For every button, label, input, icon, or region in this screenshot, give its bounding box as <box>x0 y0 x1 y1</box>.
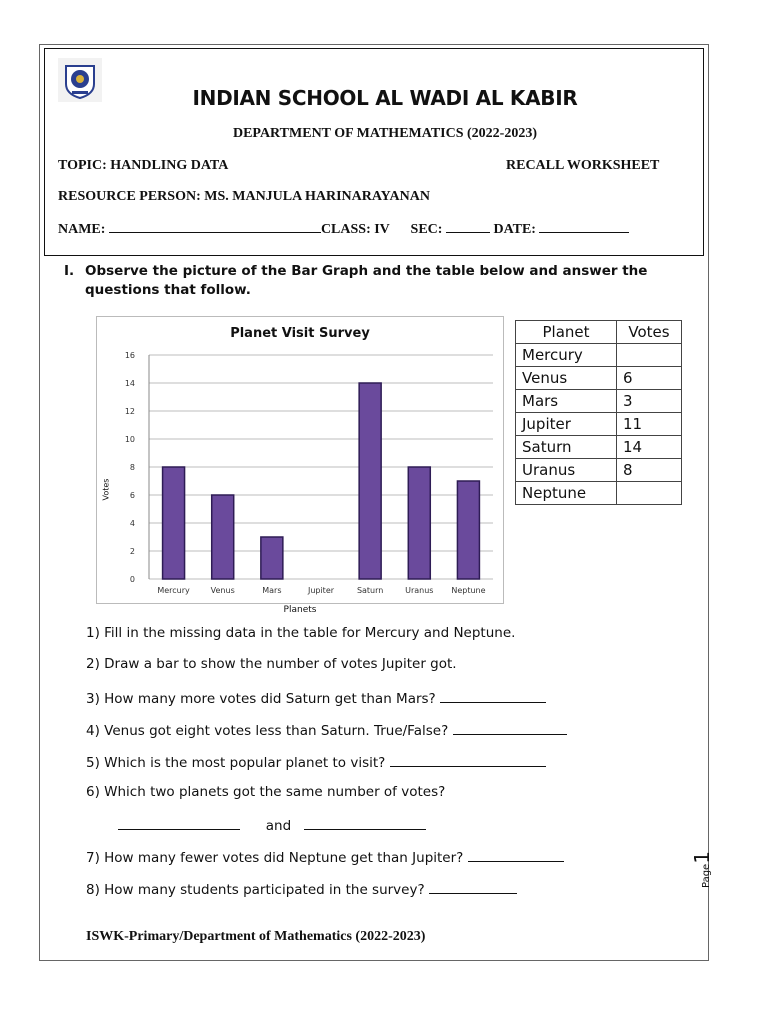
table-header-votes: Votes <box>617 321 682 344</box>
table-cell-votes: 6 <box>617 367 682 390</box>
question-8-line <box>86 879 517 898</box>
table-cell-votes[interactable] <box>617 344 682 367</box>
name-blank[interactable] <box>109 220 321 233</box>
table-cell-planet: Mercury <box>516 344 617 367</box>
chart-x-tick-label: Mercury <box>157 586 190 595</box>
question-3-line <box>86 688 546 707</box>
table-header-planet: Planet <box>516 321 617 344</box>
sec-label: SEC: <box>410 222 443 237</box>
date-label: DATE: <box>493 222 536 237</box>
answer-4-blank[interactable] <box>453 720 567 735</box>
name-label: NAME: <box>58 222 106 237</box>
page-number <box>690 851 714 888</box>
chart-y-tick-label: 2 <box>129 547 135 556</box>
chart-x-tick-label: Mars <box>262 586 282 595</box>
chart-plot-area <box>97 317 503 603</box>
table-row <box>516 344 682 367</box>
question-6-and: and <box>265 818 292 834</box>
footer: ISWK-Primary/Department of Mathematics (2022-2023) <box>86 929 426 944</box>
chart-x-tick-label: Jupiter <box>307 586 335 595</box>
chart-x-tick-label: Uranus <box>405 586 434 595</box>
chart-y-tick-label: 16 <box>124 351 135 360</box>
table-row <box>516 459 682 482</box>
page-number-value: 1 <box>690 851 714 864</box>
answer-5-blank[interactable] <box>390 752 546 767</box>
table-cell-planet: Saturn <box>516 436 617 459</box>
table-cell-votes: 8 <box>617 459 682 482</box>
question-1: 1) Fill in the missing data in the table for Mercury and Neptune. <box>86 625 516 641</box>
bar-chart <box>96 316 504 615</box>
question-7-line <box>86 847 564 866</box>
chart-y-tick-label: 14 <box>124 379 135 388</box>
question-7: 7) How many fewer votes did Neptune get than Jupiter? <box>86 850 464 866</box>
chart-x-axis-label: Planets <box>283 605 317 615</box>
question-4: 4) Venus got eight votes less than Saturn. True/False? <box>86 723 449 739</box>
table-row <box>516 413 682 436</box>
chart-y-tick-label: 10 <box>124 435 135 444</box>
chart-bar <box>359 383 381 579</box>
date-blank[interactable] <box>539 220 629 233</box>
chart-bar <box>163 467 185 579</box>
table-cell-planet: Uranus <box>516 459 617 482</box>
table-cell-votes[interactable] <box>617 482 682 505</box>
chart-bar <box>212 495 234 579</box>
table-cell-votes: 3 <box>617 390 682 413</box>
chart-x-tick-label: Venus <box>210 586 235 595</box>
chart-bar <box>408 467 430 579</box>
chart-y-tick-label: 4 <box>129 519 135 528</box>
question-4-line <box>86 720 567 739</box>
table-row <box>516 436 682 459</box>
chart-y-tick-label: 8 <box>129 463 135 472</box>
chart-y-tick-label: 0 <box>129 575 135 584</box>
table-cell-votes: 14 <box>617 436 682 459</box>
student-info-line <box>58 220 629 238</box>
chart-y-tick-label: 6 <box>129 491 135 500</box>
question-8: 8) How many students participated in the survey? <box>86 882 425 898</box>
answer-3-blank[interactable] <box>440 688 546 703</box>
page-word: Page <box>701 863 712 888</box>
question-6: 6) Which two planets got the same number of votes? <box>86 784 446 800</box>
sec-blank[interactable] <box>446 220 490 233</box>
question-5-line <box>86 752 546 771</box>
question-3: 3) How many more votes did Saturn get than Mars? <box>86 691 436 707</box>
table-cell-planet: Mars <box>516 390 617 413</box>
votes-table <box>515 320 682 505</box>
section-instruction <box>64 262 684 300</box>
question-5: 5) Which is the most popular planet to visit? <box>86 755 386 771</box>
answer-6a-blank[interactable] <box>118 815 240 830</box>
table-cell-planet: Neptune <box>516 482 617 505</box>
section-number: I. <box>64 263 75 279</box>
chart-bar <box>457 481 479 579</box>
chart-title: Planet Visit Survey <box>230 326 370 341</box>
chart-y-tick-label: 12 <box>124 407 135 416</box>
table-header-row <box>516 321 682 344</box>
department-title: DEPARTMENT OF MATHEMATICS (2022-2023) <box>232 126 537 141</box>
school-name: INDIAN SCHOOL AL WADI AL KABIR <box>192 86 578 110</box>
table-cell-planet: Venus <box>516 367 617 390</box>
chart-x-tick-label: Neptune <box>451 586 486 595</box>
answer-6b-blank[interactable] <box>304 815 426 830</box>
table-row <box>516 390 682 413</box>
question-2: 2) Draw a bar to show the number of votes Jupiter got. <box>86 656 457 672</box>
worksheet-type: RECALL WORKSHEET <box>506 158 660 173</box>
chart-y-axis-label: Votes <box>101 478 111 501</box>
table-cell-planet: Jupiter <box>516 413 617 436</box>
chart-bar <box>261 537 283 579</box>
table-row <box>516 482 682 505</box>
class-label: CLASS: IV <box>320 222 390 237</box>
table-row <box>516 367 682 390</box>
answer-8-blank[interactable] <box>429 879 517 894</box>
table-cell-votes: 11 <box>617 413 682 436</box>
topic-label: TOPIC: HANDLING DATA <box>58 158 229 173</box>
question-6-answer-line <box>118 815 426 834</box>
resource-person: RESOURCE PERSON: MS. MANJULA HARINARAYANAN <box>58 189 430 204</box>
answer-7-blank[interactable] <box>468 847 564 862</box>
chart-x-tick-label: Saturn <box>356 586 384 595</box>
section-text: Observe the picture of the Bar Graph and the table below and answer the questions that follow. <box>85 263 648 298</box>
